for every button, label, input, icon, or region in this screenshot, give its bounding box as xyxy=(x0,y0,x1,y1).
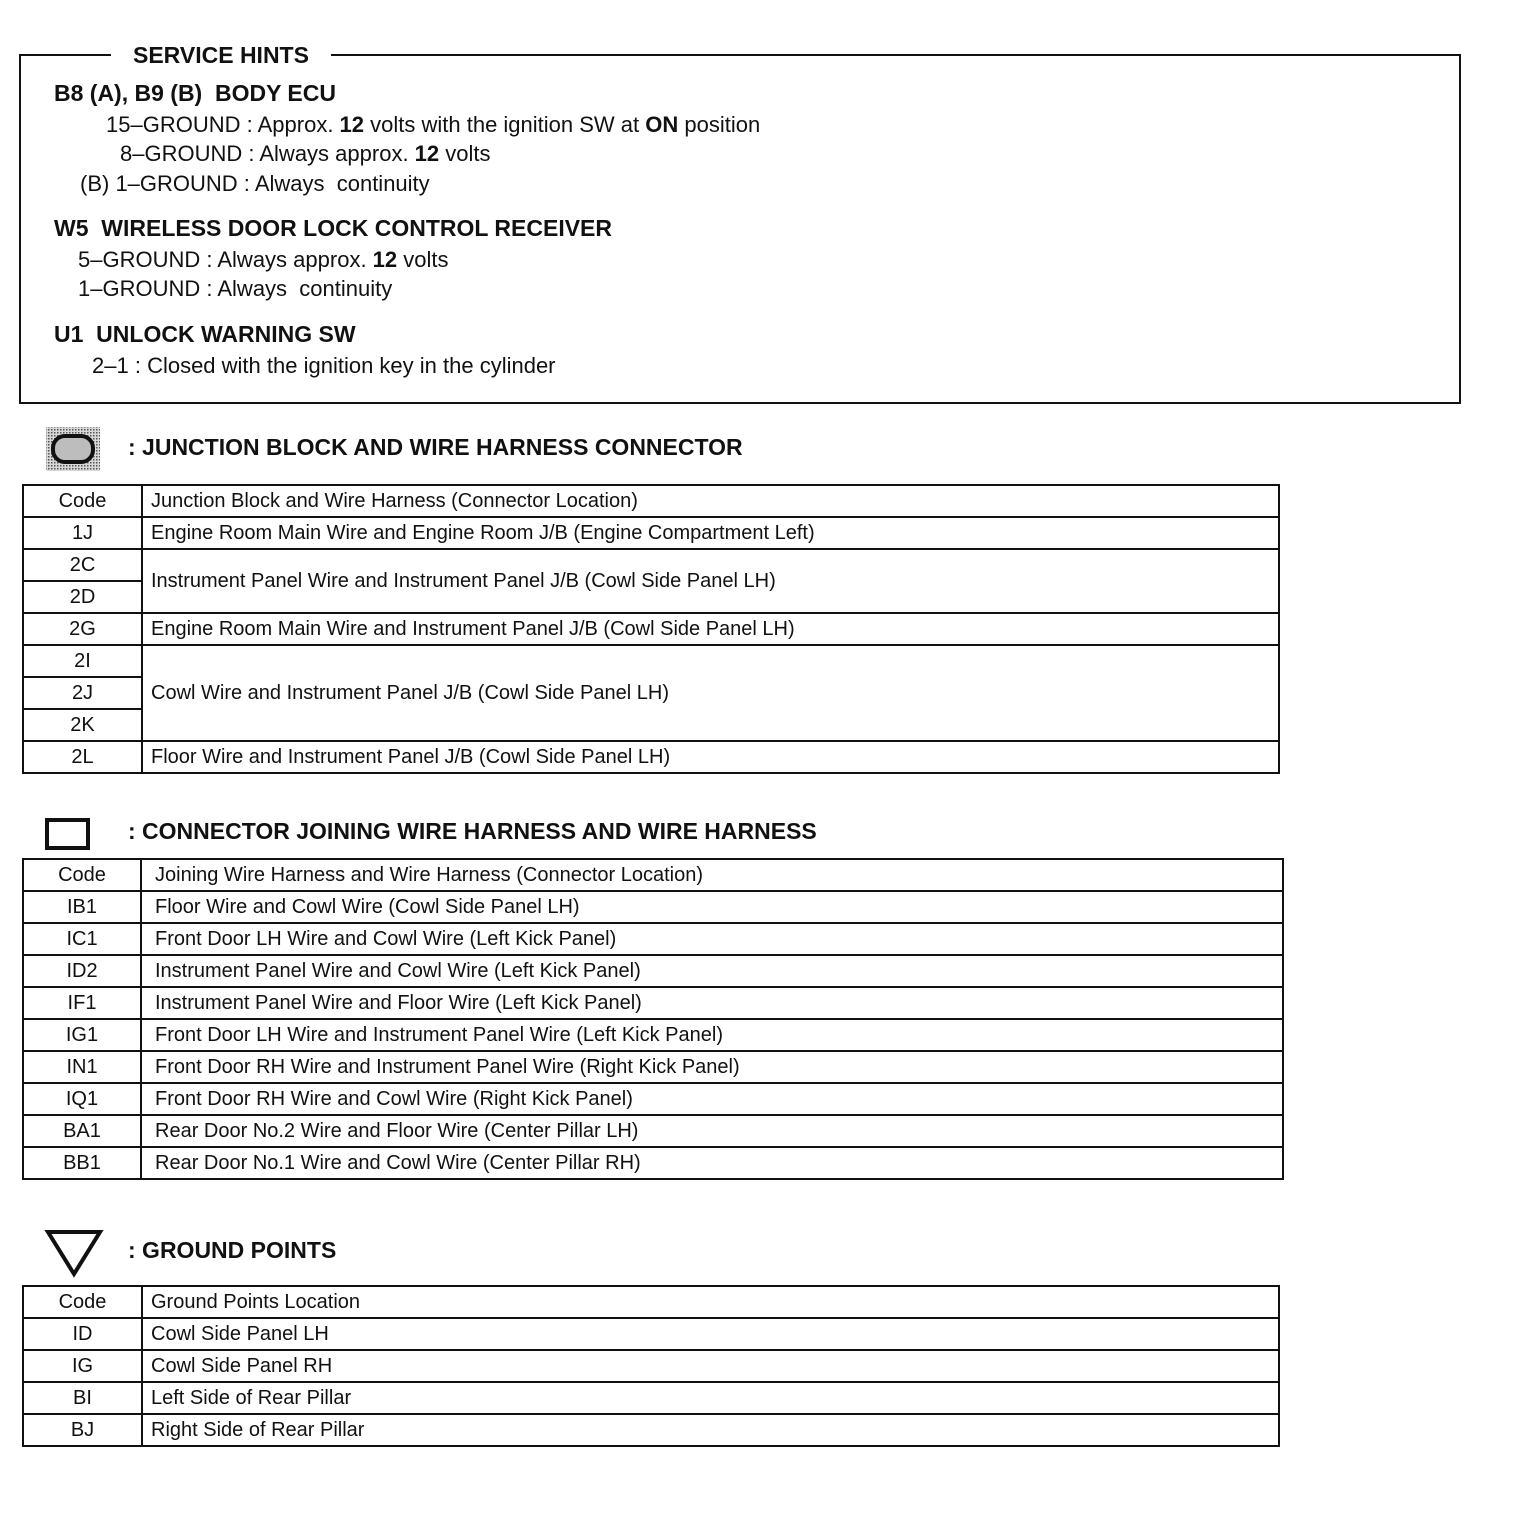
header-code: Code xyxy=(23,485,142,517)
code-cell: BI xyxy=(23,1382,142,1414)
component-heading-body-ecu: B8 (A), B9 (B) BODY ECU xyxy=(54,80,336,106)
description-cell: Instrument Panel Wire and Floor Wire (Left Kick Panel) xyxy=(141,987,1283,1019)
code-cell: IQ1 xyxy=(23,1083,141,1115)
hint-line: 5–GROUND : Always approx. 12 volts xyxy=(78,247,449,272)
code-cell: IG1 xyxy=(23,1019,141,1051)
hint-terminal: 5–GROUND xyxy=(78,247,201,272)
description-cell: Floor Wire and Instrument Panel J/B (Cowl Side Panel LH) xyxy=(142,741,1279,773)
code-cell: 2L xyxy=(23,741,142,773)
table-row xyxy=(23,741,1279,773)
table-row xyxy=(23,1350,1279,1382)
table-row xyxy=(23,1051,1283,1083)
description-cell: Instrument Panel Wire and Instrument Panel J/B (Cowl Side Panel LH) xyxy=(142,549,1279,613)
hint-terminal: 2–1 xyxy=(92,353,129,378)
table-row xyxy=(23,1318,1279,1350)
junction-section-heading: : JUNCTION BLOCK AND WIRE HARNESS CONNECTOR xyxy=(128,434,743,460)
hint-line: (B) 1–GROUND : Always continuity xyxy=(80,171,430,196)
ground-table xyxy=(22,1285,1280,1447)
table-row xyxy=(23,1147,1283,1179)
component-heading-wireless-receiver: W5 WIRELESS DOOR LOCK CONTROL RECEIVER xyxy=(54,215,612,241)
connector-table xyxy=(22,858,1284,1180)
code-cell: IG xyxy=(23,1350,142,1382)
ground-section-heading: : GROUND POINTS xyxy=(128,1237,337,1263)
code-cell: IC1 xyxy=(23,923,141,955)
table-row xyxy=(23,955,1283,987)
header-code: Code xyxy=(23,859,141,891)
description-cell: Cowl Wire and Instrument Panel J/B (Cowl Side Panel LH) xyxy=(142,645,1279,741)
description-cell: Front Door LH Wire and Instrument Panel Wire (Left Kick Panel) xyxy=(141,1019,1283,1051)
hint-line: 15–GROUND : Approx. 12 volts with the ignition SW at ON position xyxy=(106,112,761,137)
component-heading-unlock-warning-sw: U1 UNLOCK WARNING SW xyxy=(54,321,356,347)
description-cell: Rear Door No.1 Wire and Cowl Wire (Center Pillar RH) xyxy=(141,1147,1283,1179)
description-cell: Engine Room Main Wire and Engine Room J/B (Engine Compartment Left) xyxy=(142,517,1279,549)
code-cell: IB1 xyxy=(23,891,141,923)
hint-line: 2–1 : Closed with the ignition key in the cylinder xyxy=(92,353,556,378)
description-cell: Instrument Panel Wire and Cowl Wire (Left Kick Panel) xyxy=(141,955,1283,987)
code-cell: ID2 xyxy=(23,955,141,987)
table-row xyxy=(23,1115,1283,1147)
code-cell: 2D xyxy=(23,581,142,613)
hint-terminal: 8–GROUND xyxy=(120,141,243,166)
table-row xyxy=(23,613,1279,645)
code-cell: 2I xyxy=(23,645,142,677)
description-cell: Cowl Side Panel LH xyxy=(142,1318,1279,1350)
code-cell: BA1 xyxy=(23,1115,141,1147)
table-row xyxy=(23,1083,1283,1115)
hint-line: 1–GROUND : Always continuity xyxy=(78,276,393,301)
header-description: Ground Points Location xyxy=(142,1286,1279,1318)
table-row xyxy=(23,891,1283,923)
hint-line: 8–GROUND : Always approx. 12 volts xyxy=(120,141,491,166)
description-cell: Engine Room Main Wire and Instrument Panel J/B (Cowl Side Panel LH) xyxy=(142,613,1279,645)
junction-table xyxy=(22,484,1280,774)
description-cell: Cowl Side Panel RH xyxy=(142,1350,1279,1382)
description-cell: Front Door RH Wire and Instrument Panel Wire (Right Kick Panel) xyxy=(141,1051,1283,1083)
description-cell: Front Door LH Wire and Cowl Wire (Left Kick Panel) xyxy=(141,923,1283,955)
description-cell: Rear Door No.2 Wire and Floor Wire (Center Pillar LH) xyxy=(141,1115,1283,1147)
table-header-row xyxy=(23,1286,1279,1318)
table-row xyxy=(23,1414,1279,1446)
table-row xyxy=(23,923,1283,955)
hint-terminal: (B) 1–GROUND xyxy=(80,171,238,196)
code-cell: BJ xyxy=(23,1414,142,1446)
service-hints-box xyxy=(19,42,1461,404)
table-row xyxy=(23,1382,1279,1414)
table-row xyxy=(23,987,1283,1019)
table-row xyxy=(23,517,1279,549)
table-row xyxy=(23,1019,1283,1051)
header-description: Joining Wire Harness and Wire Harness (Connector Location) xyxy=(141,859,1283,891)
table-header-row xyxy=(23,859,1283,891)
description-cell: Front Door RH Wire and Cowl Wire (Right Kick Panel) xyxy=(141,1083,1283,1115)
table-row xyxy=(23,645,1279,677)
hint-terminal: 15–GROUND xyxy=(106,112,241,137)
code-cell: IN1 xyxy=(23,1051,141,1083)
connector-icon xyxy=(45,817,91,851)
header-code: Code xyxy=(23,1286,142,1318)
junction-block-icon xyxy=(45,426,101,472)
description-cell: Left Side of Rear Pillar xyxy=(142,1382,1279,1414)
code-cell: 2G xyxy=(23,613,142,645)
code-cell: IF1 xyxy=(23,987,141,1019)
code-cell: 2J xyxy=(23,677,142,709)
code-cell: 1J xyxy=(23,517,142,549)
table-header-row xyxy=(23,485,1279,517)
code-cell: ID xyxy=(23,1318,142,1350)
code-cell: 2C xyxy=(23,549,142,581)
description-cell: Floor Wire and Cowl Wire (Cowl Side Panel LH) xyxy=(141,891,1283,923)
header-description: Junction Block and Wire Harness (Connector Location) xyxy=(142,485,1279,517)
connector-section-heading: : CONNECTOR JOINING WIRE HARNESS AND WIRE HARNESS xyxy=(128,818,817,844)
service-hints-title: SERVICE HINTS xyxy=(111,42,331,68)
hint-terminal: 1–GROUND xyxy=(78,276,201,301)
code-cell: 2K xyxy=(23,709,142,741)
description-cell: Right Side of Rear Pillar xyxy=(142,1414,1279,1446)
code-cell: BB1 xyxy=(23,1147,141,1179)
table-row xyxy=(23,549,1279,581)
ground-point-icon xyxy=(44,1228,104,1278)
